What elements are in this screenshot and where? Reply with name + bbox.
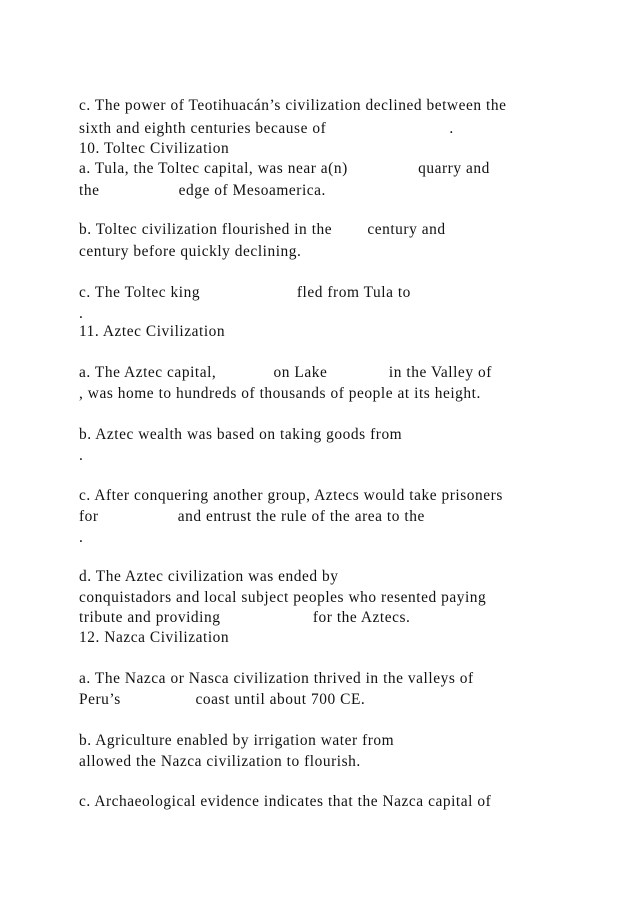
text-line: b. Agriculture enabled by irrigation water from (79, 732, 395, 749)
text-line: sixth and eighth centuries because of . (79, 120, 454, 137)
section-heading-aztec: 11. Aztec Civilization (79, 323, 226, 340)
text-line: the edge of Mesoamerica. (79, 182, 326, 199)
text-line: century before quickly declining. (79, 243, 302, 260)
text-line: , was home to hundreds of thousands of people at its height. (79, 385, 481, 402)
section-heading-nazca: 12. Nazca Civilization (79, 629, 230, 646)
text-line: b. Toltec civilization flourished in the century and (79, 221, 446, 238)
text-line: a. Tula, the Toltec capital, was near a(n) quarry and (79, 160, 490, 177)
text-line: d. The Aztec civilization was ended by (79, 568, 339, 585)
text-line: Peru’s coast until about 700 CE. (79, 691, 366, 708)
text-line: conquistadors and local subject peoples who resented paying (79, 589, 487, 606)
section-heading-toltec: 10. Toltec Civilization (79, 140, 230, 157)
text-line: c. The power of Teotihuacán’s civilization declined between the (79, 97, 507, 114)
text-line: . (79, 447, 84, 464)
text-line: . (79, 305, 84, 322)
text-line: a. The Aztec capital, on Lake in the Valley of (79, 364, 492, 381)
text-line: . (79, 529, 84, 546)
text-line: c. The Toltec king fled from Tula to (79, 284, 411, 301)
text-line: allowed the Nazca civilization to flourish. (79, 753, 361, 770)
text-line: c. After conquering another group, Aztecs would take prisoners (79, 487, 503, 504)
text-line: tribute and providing for the Aztecs. (79, 609, 411, 626)
text-line: for and entrust the rule of the area to the (79, 508, 425, 525)
text-line: b. Aztec wealth was based on taking goods from (79, 426, 403, 443)
text-line: a. The Nazca or Nasca civilization thrived in the valleys of (79, 670, 474, 687)
text-line: c. Archaeological evidence indicates that the Nazca capital of (79, 793, 492, 810)
